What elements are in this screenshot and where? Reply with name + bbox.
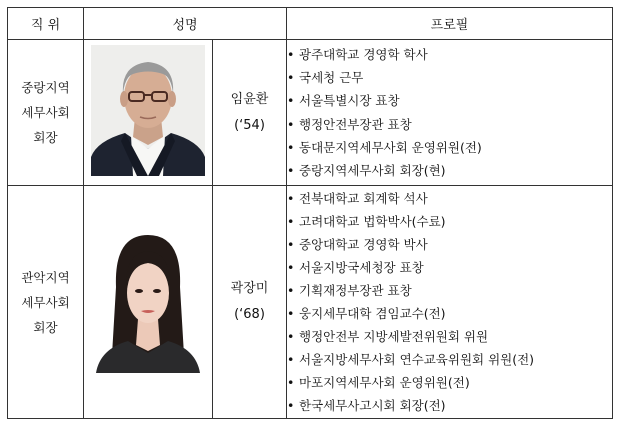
bullet-icon: • <box>287 47 295 63</box>
person-name: 곽장미 <box>230 281 269 296</box>
list-item: • 중앙대학교 경영학 박사 <box>287 233 612 256</box>
profile-table <box>7 7 613 419</box>
position-line: 세무사회 <box>21 294 70 310</box>
position-line: 세무사회 <box>21 105 70 120</box>
header-position: 직 위 <box>8 8 84 40</box>
list-item: • 중랑지역세무사회 회장(현) <box>287 159 612 182</box>
list-item: • 광주대학교 경영학 학사 <box>287 43 612 66</box>
bullet-icon: • <box>287 190 295 206</box>
bullet-icon: • <box>287 139 295 155</box>
bullet-icon: • <box>287 93 295 109</box>
list-item: • 기획재정부장관 표창 <box>287 279 612 302</box>
bullet-icon: • <box>287 306 295 321</box>
bullet-icon: • <box>287 398 295 414</box>
name-cell <box>213 186 287 419</box>
table-row <box>8 186 613 419</box>
name-cell <box>213 40 287 186</box>
male-portrait-icon <box>91 45 205 180</box>
list-item: • 고려대학교 법학박사(수료) <box>287 210 612 233</box>
bullet-icon: • <box>287 116 295 132</box>
profile-list <box>287 43 612 182</box>
bullet-icon: • <box>287 259 295 275</box>
profile-cell <box>287 186 613 419</box>
position-line: 회장 <box>33 130 58 145</box>
birth-year: (‘54) <box>234 117 265 133</box>
list-item: • 행정안전부 지방세발전위원회 위원 <box>287 325 612 348</box>
position-line: 관악지역 <box>21 269 70 285</box>
list-item: • 서울특별시장 표창 <box>287 89 612 112</box>
photo-cell <box>84 40 213 186</box>
profile-cell <box>287 40 613 186</box>
position-line: 회장 <box>33 319 58 335</box>
list-item: • 마포지역세무사회 운영위원(전) <box>287 371 612 394</box>
bullet-icon: • <box>287 352 295 368</box>
bullet-icon: • <box>287 70 295 86</box>
birth-year: (‘68) <box>234 307 265 322</box>
list-item: • 웅지세무대학 겸임교수(전) <box>287 302 612 325</box>
list-item: • 동대문지역세무사회 운영위원(전) <box>287 136 612 159</box>
bullet-icon: • <box>287 375 295 391</box>
bullet-icon: • <box>287 162 295 178</box>
position-cell <box>8 186 84 419</box>
profile-list <box>287 187 612 418</box>
position-line: 중랑지역 <box>21 80 70 95</box>
list-item: • 전북대학교 회계학 석사 <box>287 187 612 210</box>
list-item: • 국세청 근무 <box>287 66 612 89</box>
bullet-icon: • <box>287 329 295 345</box>
female-portrait-icon <box>92 227 204 377</box>
table-row <box>8 40 613 186</box>
photo-cell <box>84 186 213 419</box>
list-item: • 서울지방국세청장 표창 <box>287 256 612 279</box>
list-item: • 한국세무사고시회 회장(전) <box>287 394 612 417</box>
position-cell <box>8 40 84 186</box>
header-name: 성명 <box>84 8 287 40</box>
bullet-icon: • <box>287 236 295 252</box>
bullet-icon: • <box>287 213 295 229</box>
bullet-icon: • <box>287 282 295 298</box>
header-row <box>8 8 613 40</box>
list-item: • 행정안전부장관 표창 <box>287 113 612 136</box>
list-item: • 서울지방세무사회 연수교육위원회 위원(전) <box>287 348 612 371</box>
person-name: 임윤환 <box>230 91 269 107</box>
header-profile: 프로필 <box>287 8 613 40</box>
